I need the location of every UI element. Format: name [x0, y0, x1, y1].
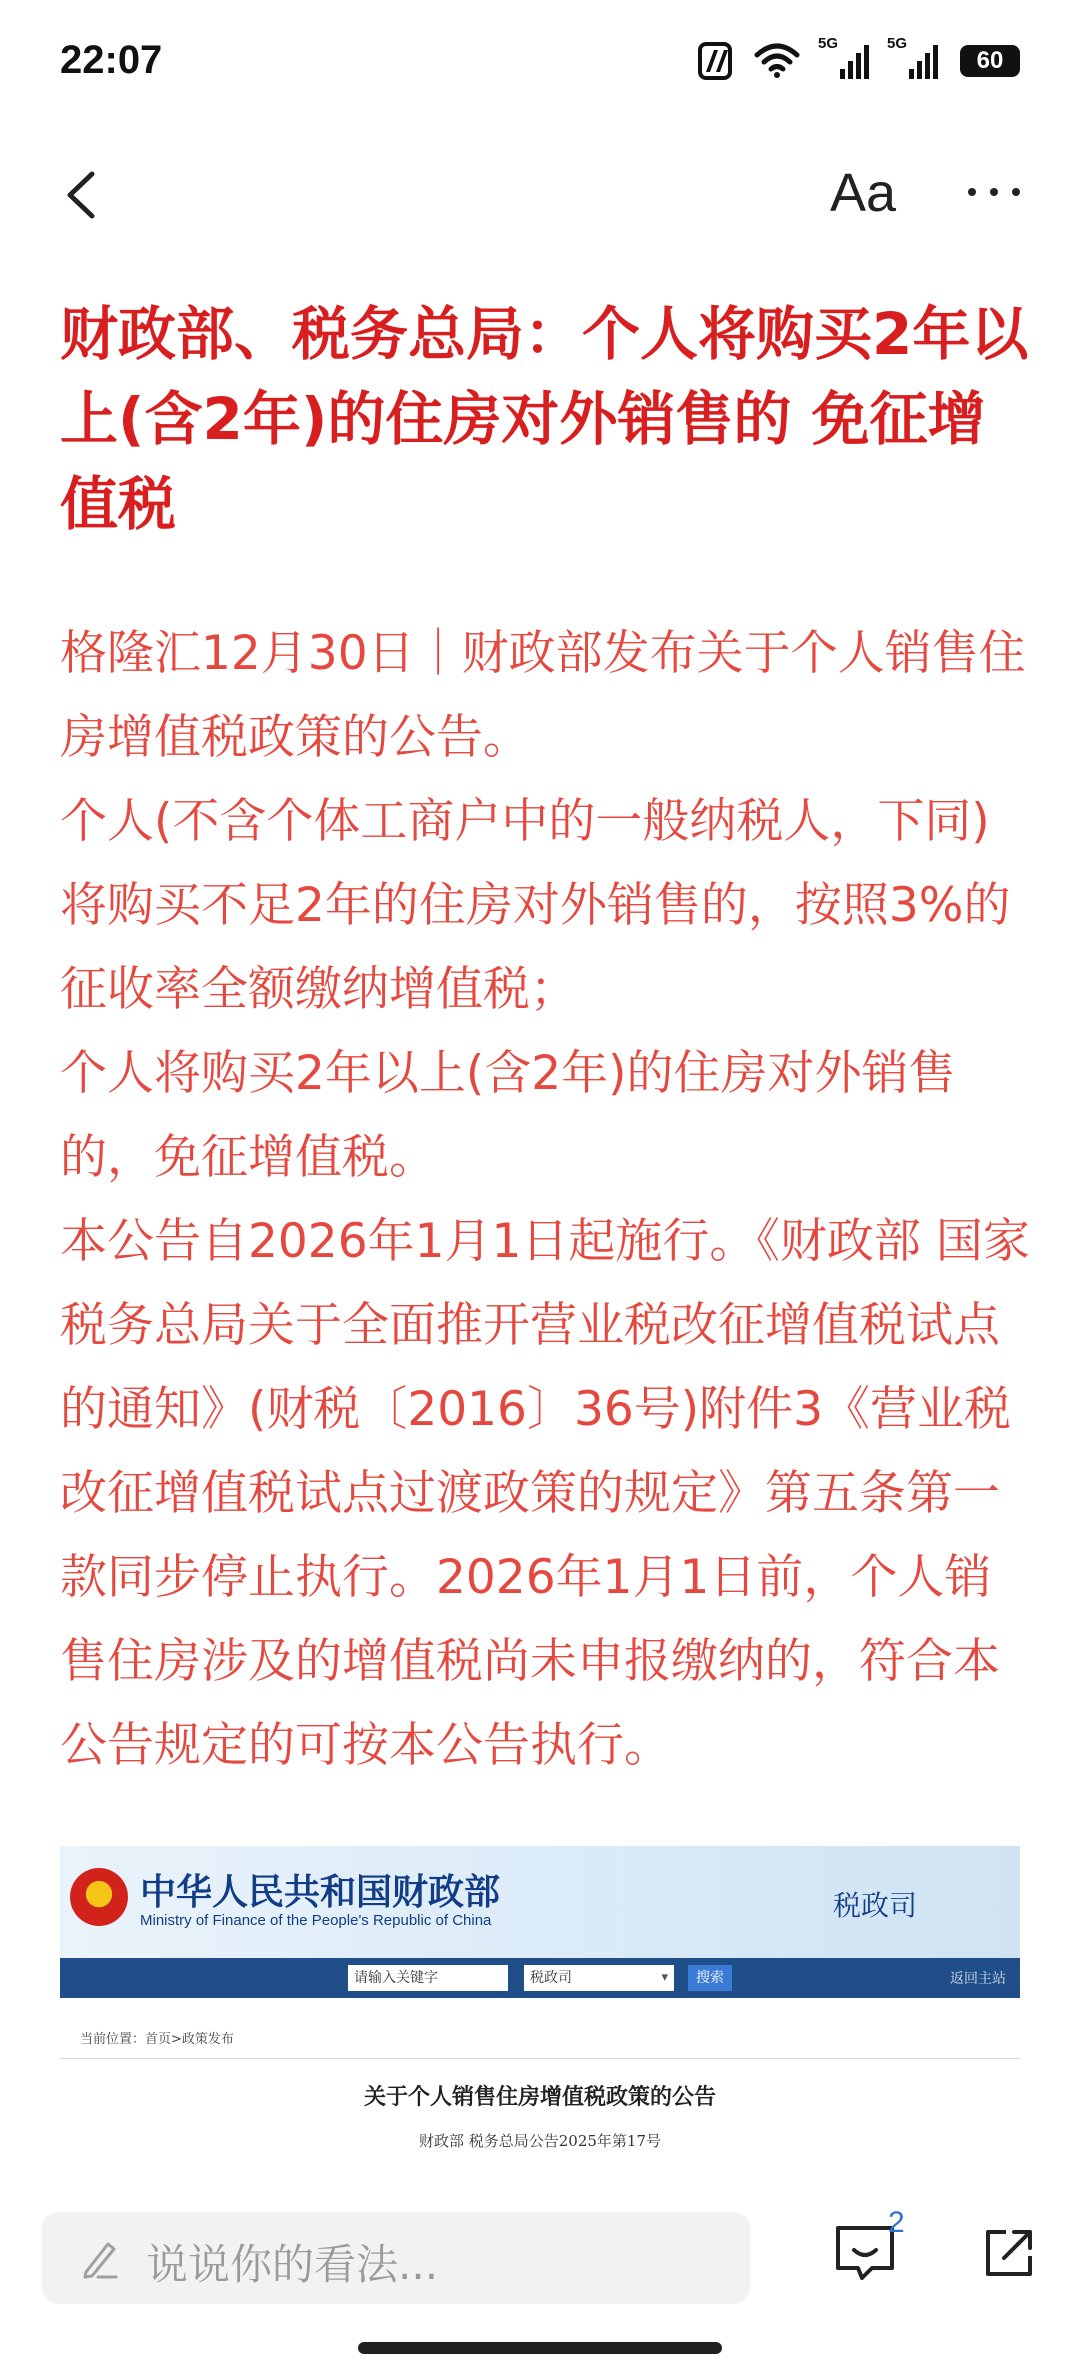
mof-search-scope: 税政司 ▾ [524, 1965, 674, 1991]
share-icon[interactable] [980, 2224, 1038, 2282]
top-nav-bar [0, 140, 1080, 250]
status-bar [0, 0, 1080, 120]
more-button[interactable] [968, 188, 1020, 196]
mof-divider [60, 2058, 1020, 2059]
article-paragraph: 本公告自2026年1月1日起施行。《财政部 国家税务总局关于全面推开营业税改征增值税试点的通知》(财税〔2016〕36号)附件3《营业税改征增值税试点过渡政策的规定》第五条第一款同步停止执行。2026年1月1日前，个人销售住房涉及的增值税尚未申报缴纳的，符合本公告规定的可按本公告执行。 [60, 1214, 1030, 1773]
pen-icon [78, 2236, 122, 2280]
article-title: 财政部、税务总局：个人将购买2年以上(含2年)的住房对外销售的 免征增值税 [60, 300, 1029, 538]
mof-site-name-en: Ministry of Finance of the People's Republic of China [140, 1912, 492, 1929]
embedded-screenshot-image[interactable] [60, 1846, 1020, 2158]
mof-site-name: 中华人民共和国财政部 [140, 1871, 501, 1913]
comment-input[interactable] [42, 2212, 750, 2304]
mof-search-button: 搜索 [688, 1965, 732, 1991]
mof-search-bar [60, 1958, 1020, 1998]
signal-icon-1 [818, 35, 869, 79]
bottom-action-bar [0, 2200, 1080, 2310]
mof-breadcrumb: 当前位置：首页>政策发布 [80, 2032, 234, 2047]
mof-department: 税政司 [833, 1889, 918, 1922]
article-body [60, 612, 1030, 1788]
wifi-icon [754, 43, 800, 79]
mof-home-link: 返回主站 [950, 1971, 1006, 1987]
nfc-icon [698, 42, 732, 80]
comment-count-badge: 2 [888, 2206, 905, 2239]
chevron-left-icon[interactable] [62, 170, 102, 220]
mof-header [60, 1846, 1020, 1958]
article-paragraph: 个人(不含个体工商户中的一般纳税人，下同)将购买不足2年的住房对外销售的，按照3%的征收率全额缴纳增值税； [60, 794, 1011, 1017]
mof-doc-number: 财政部 税务总局公告2025年第17号 [418, 2132, 662, 2150]
status-icons [698, 35, 1020, 82]
comment-placeholder: 说说你的看法... [146, 2240, 439, 2289]
more-dot [1012, 188, 1020, 196]
national-emblem-icon [70, 1868, 128, 1926]
battery-icon: 60 [960, 45, 1020, 77]
article-paragraph: 格隆汇12月30日｜财政部发布关于个人销售住房增值税政策的公告。 [60, 626, 1026, 765]
status-time: 22:07 [60, 38, 163, 82]
mof-search-input: 请输入关键字 [348, 1965, 508, 1991]
signal-label-1: 5G [818, 35, 839, 52]
home-indicator[interactable] [358, 2342, 722, 2354]
font-size-button[interactable]: Aa [830, 163, 897, 223]
more-dot [968, 188, 976, 196]
signal-icon-2 [887, 35, 938, 79]
mof-doc-title: 关于个人销售住房增值税政策的公告 [363, 2085, 716, 2110]
more-dot [990, 188, 998, 196]
signal-label-2: 5G [887, 35, 908, 52]
article-paragraph: 个人将购买2年以上(含2年)的住房对外销售的，免征增值税。 [60, 1046, 956, 1185]
